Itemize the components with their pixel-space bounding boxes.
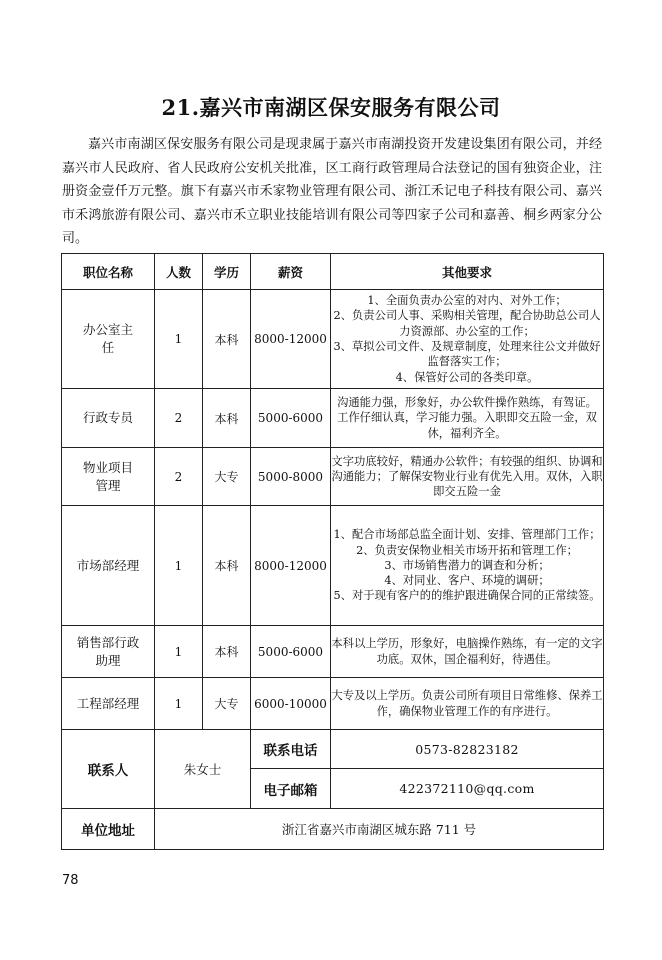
requirement-line: 2、负责公司人事、采购相关管理，配合协助总公司人力资源部、办公室的工作； <box>333 309 601 338</box>
requirements-cell <box>331 506 604 626</box>
position-cell: 行政专员 <box>62 389 155 448</box>
requirements-cell <box>331 626 604 678</box>
requirement-line: 文字功底较好，精通办公软件；有较强的组织、协调和沟通能力；了解保安物业行业有优先入用。双休，入职即交五险一金 <box>331 454 603 499</box>
requirement-line: 1、全面负责办公室的对内、对外工作； <box>367 294 567 308</box>
header-education: 学历 <box>203 254 251 290</box>
email-label: 电子邮箱 <box>251 769 331 809</box>
count-cell: 2 <box>155 448 203 506</box>
requirement-line: 3、草拟公司文件、及规章制度，处理来往公文并做好监督落实工作； <box>333 340 601 369</box>
address-value: 浙江省嘉兴市南湖区城东路 711 号 <box>155 809 604 850</box>
job-table <box>61 253 604 850</box>
table-row <box>62 506 604 626</box>
address-label: 单位地址 <box>62 809 155 850</box>
contact-label: 联系人 <box>62 730 155 809</box>
header-position: 职位名称 <box>62 254 155 290</box>
table-row <box>62 290 604 389</box>
header-requirements: 其他要求 <box>331 254 604 290</box>
education-cell: 本科 <box>203 626 251 678</box>
education-cell: 大专 <box>203 448 251 506</box>
education-cell: 大专 <box>203 678 251 730</box>
requirements-cell <box>331 290 604 389</box>
requirement-line: 4、保管好公司的各类印章。 <box>395 370 539 384</box>
phone-label: 联系电话 <box>251 730 331 769</box>
company-intro: 嘉兴市南湖区保安服务有限公司是现隶属于嘉兴市南湖投资开发建设集团有限公司，并经嘉兴市人民政府、省人民政府公安机关批准，区工商行政管理局合法登记的国有独资企业，注册资金壹仟万元整。旗下有嘉兴市禾家物业管理有限公司、浙江禾记电子科技有限公司、嘉兴市禾鸿旅游有限公司、嘉兴市禾立职业技能培训有限公司等四家子公司和嘉善、桐乡两家分公司。 <box>62 137 602 246</box>
requirements-cell <box>331 678 604 730</box>
count-cell: 1 <box>155 290 203 389</box>
count-cell: 1 <box>155 626 203 678</box>
requirement-line: 大专及以上学历。负责公司所有项目日常维修、保养工作，确保物业管理工作的有序进行。 <box>331 689 603 718</box>
count-cell: 2 <box>155 389 203 448</box>
count-cell: 1 <box>155 506 203 626</box>
table-row <box>62 678 604 730</box>
phone-value: 0573-82823182 <box>331 730 604 769</box>
table-row <box>62 389 604 448</box>
salary-cell: 5000-6000 <box>251 389 331 448</box>
count-cell: 1 <box>155 678 203 730</box>
salary-cell: 8000-12000 <box>251 506 331 626</box>
table-header-row <box>62 254 604 290</box>
requirement-line: 沟通能力强，形象好，办公软件操作熟练，有驾证。 工作仔细认真，学习能力强。入职即交五险一金，双休，福利齐全。 <box>337 396 597 440</box>
education-cell: 本科 <box>203 389 251 448</box>
requirements-cell <box>331 448 604 506</box>
address-row <box>62 809 604 850</box>
position-cell: 办公室主任 <box>62 290 155 389</box>
salary-cell: 8000-12000 <box>251 290 331 389</box>
requirement-line: 4、对同业、客户、环境的调研； <box>384 574 550 588</box>
table-row <box>62 626 604 678</box>
requirement-line: 5、对于现有客户的的维护跟进确保合同的正常续签。 <box>333 589 601 603</box>
position-cell: 物业项目管理 <box>62 448 155 506</box>
salary-cell: 5000-8000 <box>251 448 331 506</box>
education-cell: 本科 <box>203 506 251 626</box>
salary-cell: 6000-10000 <box>251 678 331 730</box>
contact-name: 朱女士 <box>155 730 251 809</box>
position-cell: 销售部行政助理 <box>62 626 155 678</box>
table-row <box>62 448 604 506</box>
contact-phone-row <box>62 730 604 769</box>
header-salary: 薪资 <box>251 254 331 290</box>
page-title: 21.嘉兴市南湖区保安服务有限公司 <box>161 95 501 120</box>
position-cell: 工程部经理 <box>62 678 155 730</box>
salary-cell: 5000-6000 <box>251 626 331 678</box>
requirement-line: 1、配合市场部总监全面计划、安排、管理部门工作； <box>333 528 601 542</box>
requirement-line: 2、负责安保物业相关市场开拓和管理工作； <box>356 543 578 557</box>
page-number: 78 <box>62 873 79 888</box>
requirement-line: 3、市场销售潜力的调查和分析； <box>384 558 550 572</box>
requirements-cell <box>331 389 604 448</box>
position-cell: 市场部经理 <box>62 506 155 626</box>
email-value: 422372110@qq.com <box>331 769 604 809</box>
requirement-line: 本科以上学历，形象好，电脑操作熟练，有一定的文字功底。双休，国企福利好，待遇佳。 <box>331 637 603 666</box>
header-count: 人数 <box>155 254 203 290</box>
education-cell: 本科 <box>203 290 251 389</box>
